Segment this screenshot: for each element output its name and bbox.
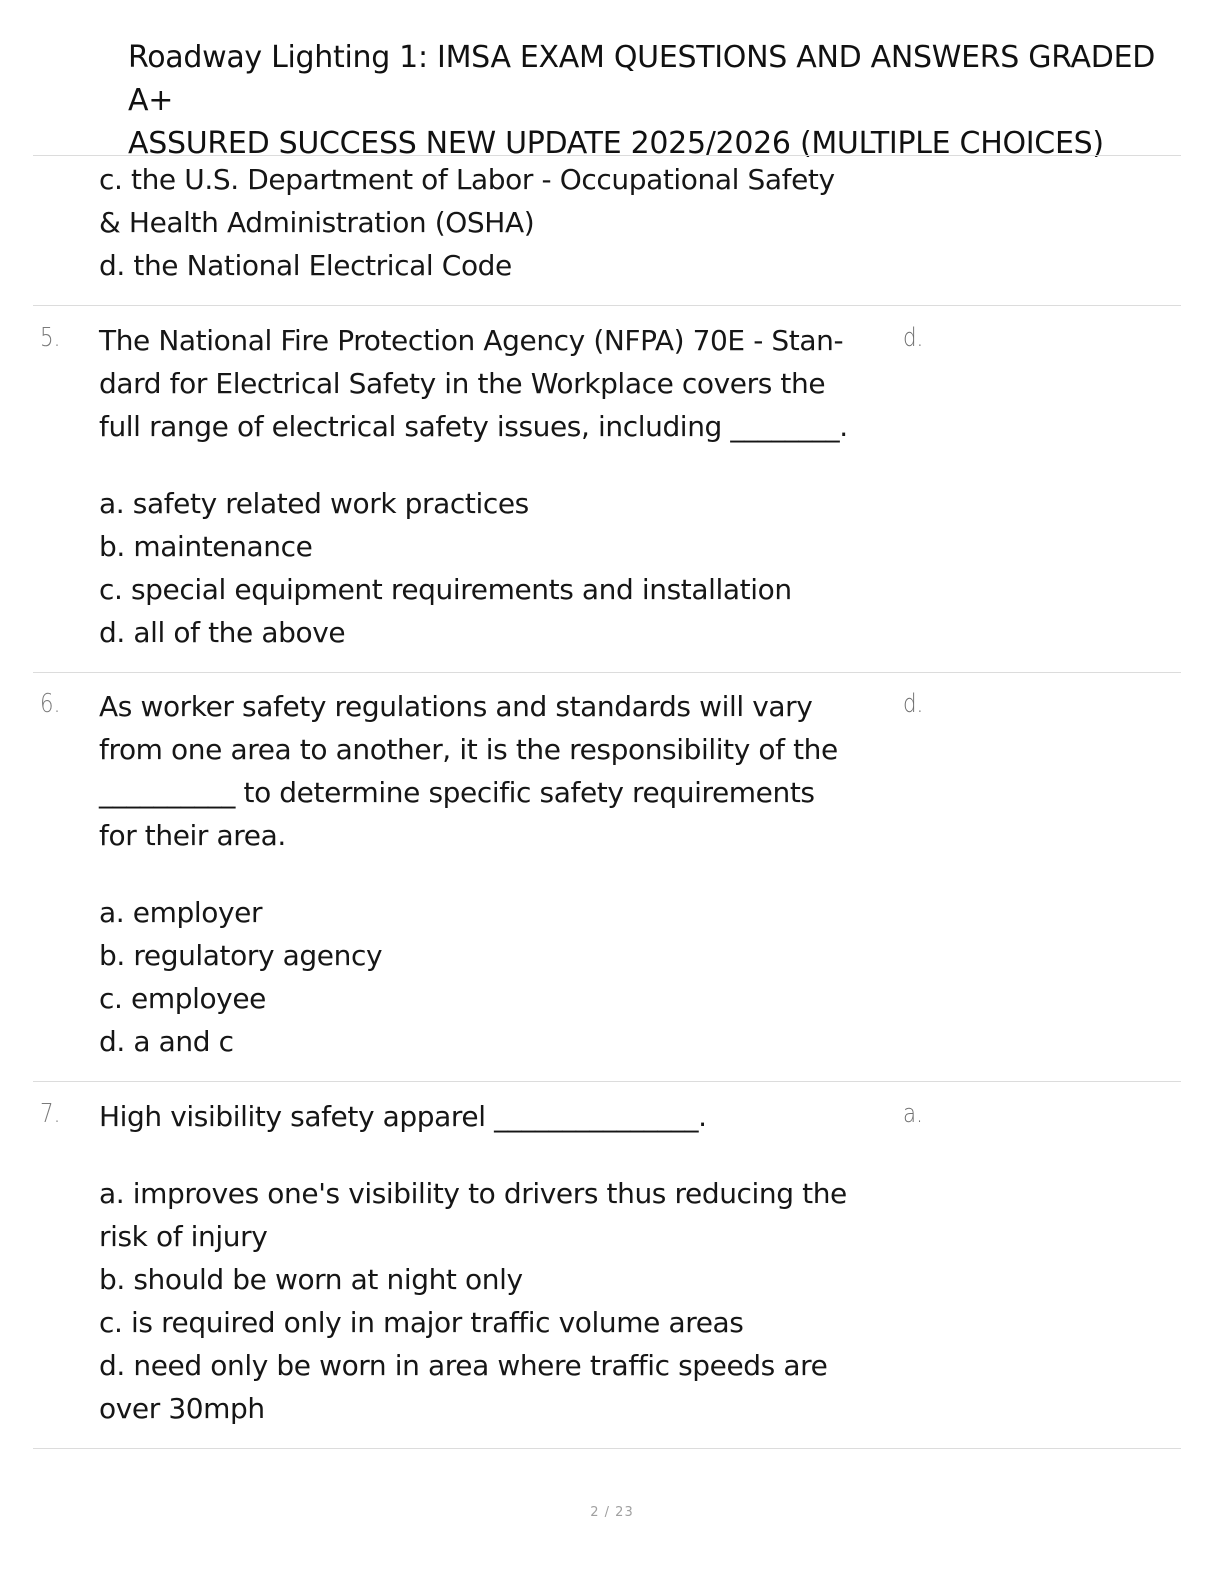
question-body (99, 685, 899, 1063)
question-body (99, 319, 899, 654)
answer-key: d. (903, 323, 924, 353)
document-title (128, 36, 1208, 165)
option-line: c. the U.S. Department of Labor - Occupational Safety (99, 163, 835, 196)
option-line: a. employer (99, 896, 263, 929)
option-line: d. a and c (99, 1025, 234, 1058)
option-line: b. regulatory agency (99, 939, 383, 972)
question-number: 6. (40, 689, 61, 719)
question-stem-line: for their area. (99, 819, 286, 852)
option-line: d. all of the above (99, 616, 346, 649)
divider (33, 155, 1181, 156)
question-stem-line: full range of electrical safety issues, including ________. (99, 410, 848, 443)
option-line: c. special equipment requirements and installation (99, 573, 792, 606)
option-line: b. should be worn at night only (99, 1263, 523, 1296)
answer-key: a. (903, 1099, 923, 1129)
answer-key: d. (903, 689, 924, 719)
carryover-options (99, 158, 899, 287)
question-stem-line: dard for Electrical Safety in the Workplace covers the (99, 367, 826, 400)
option-line: over 30mph (99, 1392, 265, 1425)
question-body (99, 1095, 899, 1430)
option-line: c. is required only in major traffic volume areas (99, 1306, 744, 1339)
title-line-1: Roadway Lighting 1: IMSA EXAM QUESTIONS AND ANSWERS GRADED A+ (128, 40, 1156, 118)
question-stem-line: High visibility safety apparel _______________. (99, 1100, 707, 1133)
option-line: d. need only be worn in area where traffic speeds are (99, 1349, 828, 1382)
option-line: risk of injury (99, 1220, 268, 1253)
divider (33, 1448, 1181, 1449)
question-stem-line: As worker safety regulations and standards will vary (99, 690, 813, 723)
option-line: a. improves one's visibility to drivers thus reducing the (99, 1177, 847, 1210)
divider (33, 305, 1181, 306)
option-line: & Health Administration (OSHA) (99, 206, 535, 239)
divider (33, 672, 1181, 673)
question-stem-line: The National Fire Protection Agency (NFPA) 70E - Stan- (99, 324, 844, 357)
divider (33, 1081, 1181, 1082)
question-stem-line: from one area to another, it is the responsibility of the (99, 733, 838, 766)
option-line: c. employee (99, 982, 267, 1015)
option-line: d. the National Electrical Code (99, 249, 512, 282)
question-number: 5. (40, 323, 61, 353)
option-line: a. safety related work practices (99, 487, 529, 520)
option-line: b. maintenance (99, 530, 313, 563)
question-stem-line: __________ to determine specific safety requirements (99, 776, 815, 809)
page-indicator: 2 / 23 (590, 1505, 634, 1520)
title-line-2: ASSURED SUCCESS NEW UPDATE 2025/2026 (MULTIPLE CHOICES) (128, 126, 1104, 161)
question-number: 7. (40, 1099, 61, 1129)
